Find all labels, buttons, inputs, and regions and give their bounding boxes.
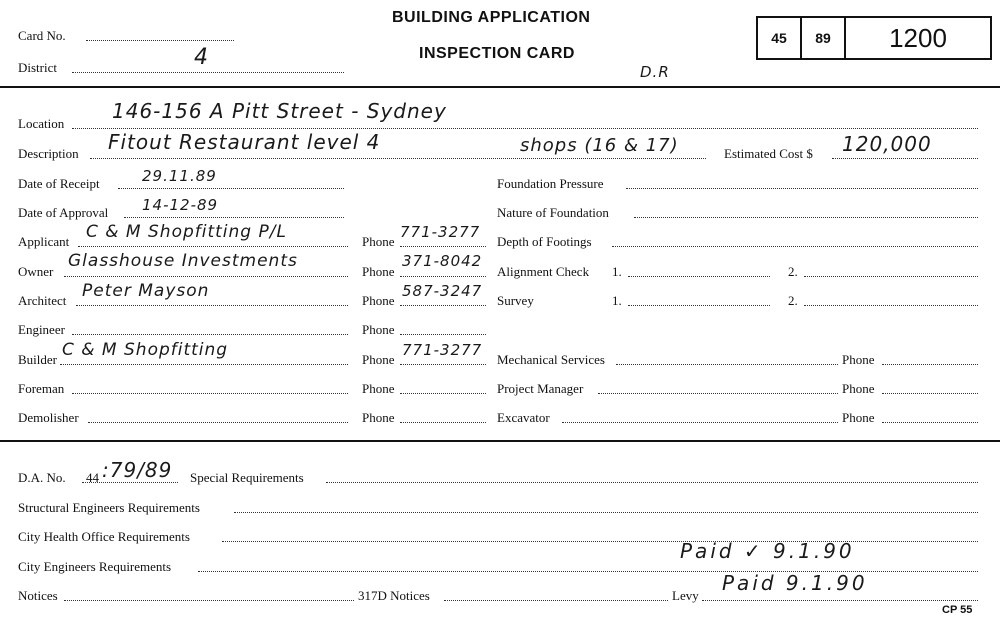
owner-phone-label: Phone (362, 264, 395, 279)
box-cell-1: 45 (758, 18, 802, 58)
structural-label: Structural Engineers Requirements (18, 500, 200, 515)
foreman-line (72, 393, 348, 394)
applicant-phone-line (400, 246, 486, 247)
nature-foundation-line (634, 217, 978, 218)
architect-phone-label: Phone (362, 293, 395, 308)
description-value: Fitout Restaurant level 4 (108, 130, 381, 154)
owner-line (64, 276, 348, 277)
levy-line (702, 600, 978, 601)
location-value: 146-156 A Pitt Street - Sydney (112, 99, 447, 123)
builder-value: C & M Shopfitting (62, 340, 229, 360)
description-line (90, 158, 706, 159)
district-value: 4 (194, 45, 209, 70)
demolisher-phone-line (400, 422, 486, 423)
notices-317d-line (444, 600, 668, 601)
district-line (72, 72, 344, 73)
architect-line (76, 305, 348, 306)
engineer-line (72, 334, 348, 335)
special-requirements-line (326, 482, 978, 483)
applicant-phone: 771-3277 (400, 223, 481, 241)
architect-value: Peter Mayson (82, 281, 210, 301)
mechanical-phone-line (882, 364, 978, 365)
depth-footings-label: Depth of Footings (497, 234, 592, 249)
card-no-line (86, 40, 234, 41)
alignment-check-label: Alignment Check (497, 264, 590, 279)
demolisher-label: Demolisher (18, 410, 79, 425)
owner-value: Glasshouse Investments (68, 251, 298, 271)
middle-divider (0, 440, 1000, 442)
notices-line (64, 600, 354, 601)
city-engineers-label: City Engineers Requirements (18, 559, 172, 574)
engineer-phone-line (400, 334, 486, 335)
card-number-box (756, 16, 992, 60)
survey-1-line (628, 305, 770, 306)
alignment-check-2-line (804, 276, 978, 277)
foreman-label: Foreman (18, 381, 65, 396)
applicant-phone-label: Phone (362, 234, 395, 249)
builder-label: Builder (18, 352, 57, 367)
architect-label: Architect (18, 293, 67, 308)
date-approval-line (124, 217, 344, 218)
mechanical-label: Mechanical Services (497, 352, 605, 367)
date-receipt-label: Date of Receipt (18, 176, 100, 191)
special-requirements-label: Special Requirements (190, 470, 304, 485)
applicant-label: Applicant (18, 234, 70, 249)
location-line (72, 128, 978, 129)
survey-2-line (804, 305, 978, 306)
excavator-label: Excavator (497, 410, 550, 425)
da-value: :79/89 (102, 458, 173, 482)
survey-2: 2. (788, 293, 798, 308)
district-label: District (18, 60, 57, 75)
estimated-cost-label: Estimated Cost $ (724, 146, 813, 161)
description-value-2: shops (16 & 17) (520, 135, 679, 156)
date-approval-value: 14-12-89 (142, 196, 219, 214)
foundation-pressure-line (626, 188, 978, 189)
engineer-label: Engineer (18, 322, 65, 337)
applicant-line (78, 246, 348, 247)
architect-phone: 587-3247 (402, 282, 483, 300)
foundation-pressure-label: Foundation Pressure (497, 176, 604, 191)
applicant-value: C & M Shopfitting P/L (86, 222, 287, 242)
form-code: CP 55 (942, 604, 973, 616)
da-label: D.A. No. (18, 470, 66, 485)
health-label: City Health Office Requirements (18, 529, 190, 544)
survey-1: 1. (612, 293, 622, 308)
alignment-check-2: 2. (788, 264, 798, 279)
title-line-1: BUILDING APPLICATION (392, 9, 591, 26)
excavator-phone-line (882, 422, 978, 423)
date-receipt-value: 29.11.89 (142, 167, 217, 185)
estimated-cost-line (832, 158, 978, 159)
da-prefix: 44 (86, 470, 99, 485)
date-receipt-line (118, 188, 344, 189)
excavator-phone-label: Phone (842, 410, 875, 425)
notices-317d-label: 317D Notices (358, 588, 430, 603)
city-engineers-note: Paid ✓ 9.1.90 (680, 539, 855, 563)
estimated-cost-value: 120,000 (842, 132, 932, 156)
builder-line (60, 364, 348, 365)
da-line (82, 482, 178, 483)
foreman-phone-label: Phone (362, 381, 395, 396)
top-divider (0, 86, 1000, 88)
mechanical-line (616, 364, 838, 365)
levy-note: Paid 9.1.90 (722, 571, 868, 595)
description-label: Description (18, 146, 79, 161)
builder-phone: 771-3277 (402, 341, 483, 359)
mechanical-phone-label: Phone (842, 352, 875, 367)
architect-phone-line (400, 305, 486, 306)
owner-phone: 371-8042 (402, 252, 483, 270)
location-label: Location (18, 116, 65, 131)
depth-footings-line (612, 246, 978, 247)
project-manager-label: Project Manager (497, 381, 584, 396)
box-cell-2: 89 (802, 18, 846, 58)
excavator-line (562, 422, 838, 423)
foreman-phone-line (400, 393, 486, 394)
alignment-check-1: 1. (612, 264, 622, 279)
demolisher-line (88, 422, 348, 423)
levy-label: Levy (672, 588, 699, 603)
title-line-2: INSPECTION CARD (419, 45, 575, 62)
box-cell-3: 1200 (889, 22, 947, 53)
structural-line (234, 512, 978, 513)
demolisher-phone-label: Phone (362, 410, 395, 425)
survey-label: Survey (497, 293, 534, 308)
notices-label: Notices (18, 588, 58, 603)
date-approval-label: Date of Approval (18, 205, 109, 220)
alignment-check-1-line (628, 276, 770, 277)
health-line (222, 541, 978, 542)
builder-phone-label: Phone (362, 352, 395, 367)
owner-phone-line (400, 276, 486, 277)
project-manager-phone-line (882, 393, 978, 394)
initials-note: D.R (640, 63, 670, 81)
card-no-label: Card No. (18, 28, 66, 43)
project-manager-line (598, 393, 838, 394)
owner-label: Owner (18, 264, 54, 279)
project-manager-phone-label: Phone (842, 381, 875, 396)
engineer-phone-label: Phone (362, 322, 395, 337)
builder-phone-line (400, 364, 486, 365)
nature-foundation-label: Nature of Foundation (497, 205, 609, 220)
